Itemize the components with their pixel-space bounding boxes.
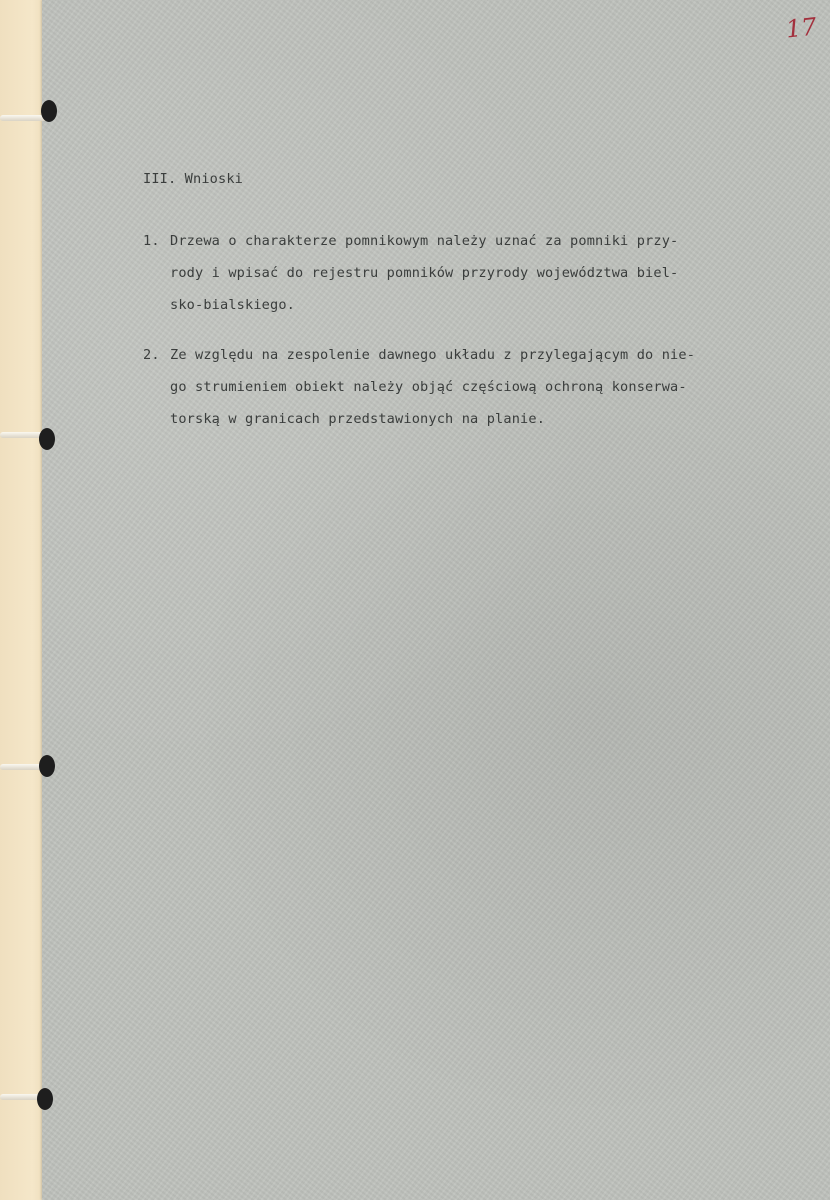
item-text-line: torską w granicach przedstawionych na planie. <box>170 411 546 427</box>
item-number: 1. <box>143 233 160 249</box>
item-text-line: rody i wpisać do rejestru pomników przyrody województwa biel- <box>170 265 679 281</box>
punch-hole <box>39 755 55 777</box>
binding-string <box>0 115 48 121</box>
item-number: 2. <box>143 347 160 363</box>
item-text-line: go strumieniem obiekt należy objąć częściową ochroną konserwa- <box>170 379 687 395</box>
item-text-line: sko-bialskiego. <box>170 297 296 313</box>
section-heading: III. Wnioski <box>143 171 244 187</box>
punch-hole <box>37 1088 53 1110</box>
conclusion-item <box>143 339 793 435</box>
page-number: 17 <box>784 12 818 44</box>
punch-hole <box>41 100 57 122</box>
item-text-line: Ze względu na zespolenie dawnego układu z przylegającym do nie- <box>170 347 696 363</box>
conclusion-item <box>143 225 793 321</box>
item-text-line: Drzewa o charakterze pomnikowym należy uznać za pomniki przy- <box>170 233 679 249</box>
punch-hole <box>39 428 55 450</box>
